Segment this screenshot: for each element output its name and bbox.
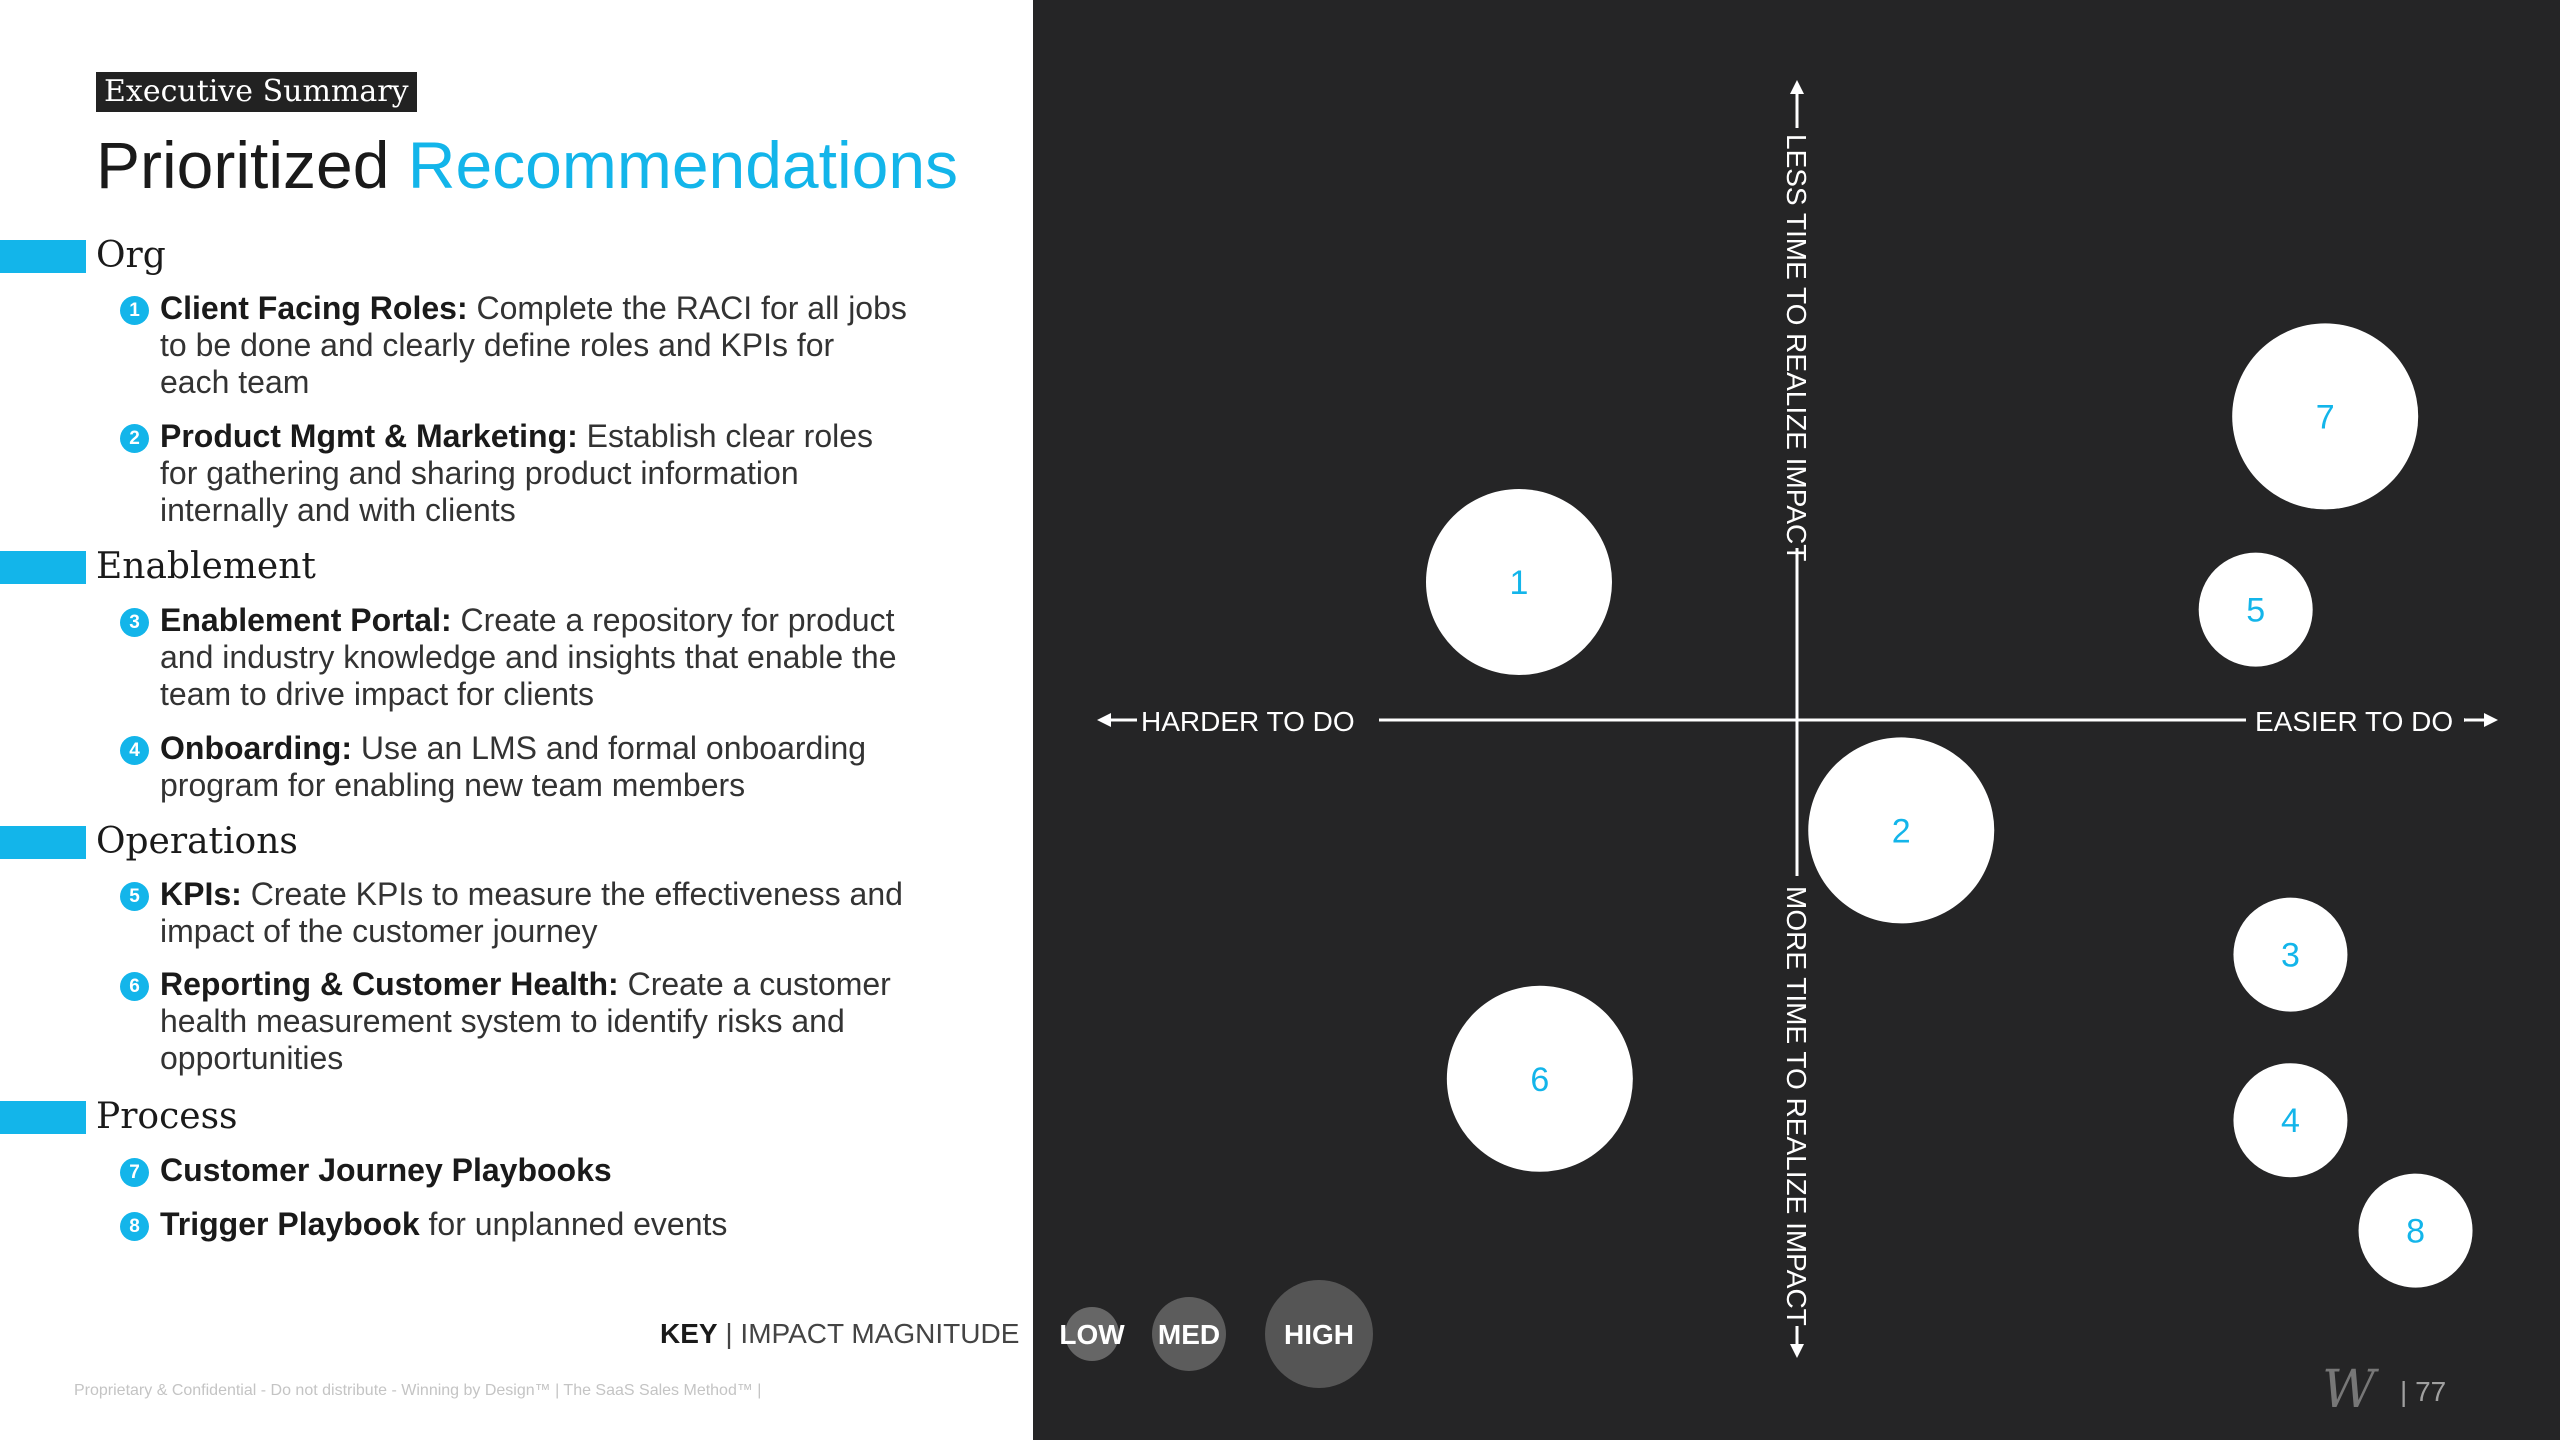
y-axis-label-less-time: LESS TIME TO REALIZE IMPACT [1781,134,1812,562]
section-marker [0,826,86,859]
title-part1: Prioritized [96,128,390,202]
item-description: for unplanned events [419,1206,728,1242]
item-title: Trigger Playbook [160,1206,420,1242]
section-title-enablement: Enablement [96,546,316,587]
item-title: Onboarding: [160,730,352,766]
footer-disclaimer: Proprietary & Confidential - Do not distribute - Winning by Design™ | The SaaS Sales Method™ | [74,1382,762,1399]
item-number-badge: 2 [120,424,149,453]
legend-entries [1059,1280,1373,1388]
item-number-badge: 1 [120,296,149,325]
list-item [120,418,910,529]
left-panel [0,0,1033,1440]
item-description: Create KPIs to measure the effectiveness and impact of the customer journey [160,876,903,949]
item-title: Enablement Portal: [160,602,452,638]
section-marker [0,240,86,273]
bubble-label-3: 3 [2280,936,2300,975]
item-number-badge: 5 [120,882,149,911]
section-title-org: Org [96,235,166,276]
x-axis-label-harder: HARDER TO DO [1141,706,1355,737]
page-separator: | [2400,1376,2408,1407]
bubble-label-1: 1 [1509,564,1529,602]
item-title: Customer Journey Playbooks [160,1152,612,1188]
section-marker [0,551,86,584]
brand-logo: W [2322,1360,2370,1420]
legend-label-low: LOW [1059,1319,1125,1350]
list-item [120,1152,910,1189]
item-title: Reporting & Customer Health: [160,966,619,1002]
page-number-value: 77 [2415,1376,2447,1407]
item-number-badge: 4 [120,736,149,765]
legend-key-label: KEY [660,1318,718,1349]
item-description: Create a repository for product and industry knowledge and insights that enable the team to drive impact for clients [160,602,897,712]
x-axis-arrow-right [2484,713,2498,727]
list-item [120,876,910,950]
page-title [96,124,958,206]
legend-subtitle: IMPACT MAGNITUDE [740,1318,1020,1349]
quadrant-bubble-chart [1033,0,2560,1440]
bubble-label-8: 8 [2406,1212,2426,1251]
legend-label-high: HIGH [1284,1319,1354,1350]
item-title: Product Mgmt & Marketing: [160,418,578,454]
list-item [120,290,910,401]
section-title-operations: Operations [96,821,298,862]
bubble-label-6: 6 [1530,1060,1550,1099]
eyebrow-label: Executive Summary [96,72,417,112]
legend-title [660,1316,1019,1352]
item-title: KPIs: [160,876,242,912]
item-number-badge: 3 [120,608,149,637]
item-title: Client Facing Roles: [160,290,468,326]
legend-label-med: MED [1157,1319,1221,1350]
item-number-badge: 7 [120,1158,149,1187]
item-description: Use an LMS and formal onboarding program for enabling new team members [160,730,867,803]
y-axis-arrow-up [1790,80,1804,94]
x-axis-arrow-left [1097,713,1111,727]
item-number-badge: 8 [120,1212,149,1241]
item-description: Complete the RACI for all jobs to be done and clearly define roles and KPIs for each team [160,290,907,400]
section-marker [0,1101,86,1134]
bubble-label-5: 5 [2246,591,2266,630]
bubble-label-7: 7 [2315,398,2335,437]
list-item [120,730,910,804]
bubble-series [1426,323,2473,1287]
x-axis-label-easier: EASIER TO DO [2255,706,2454,737]
item-description: Establish clear roles for gathering and sharing product information internally and with clients [160,418,874,528]
y-axis-arrow-down [1790,1344,1804,1358]
section-title-process: Process [96,1096,238,1137]
item-description: Create a customer health measurement system to identify risks and opportunities [160,966,891,1076]
list-item [120,602,910,713]
title-part2: Recommendations [407,128,959,202]
bubble-label-4: 4 [2280,1102,2300,1141]
y-axis-label-more-time: MORE TIME TO REALIZE IMPACT [1781,886,1812,1326]
list-item [120,1206,910,1243]
legend-separator: | [717,1318,741,1349]
page-number [2400,1376,2446,1408]
list-item [120,966,910,1077]
bubble-label-2: 2 [1891,812,1911,851]
item-number-badge: 6 [120,972,149,1001]
